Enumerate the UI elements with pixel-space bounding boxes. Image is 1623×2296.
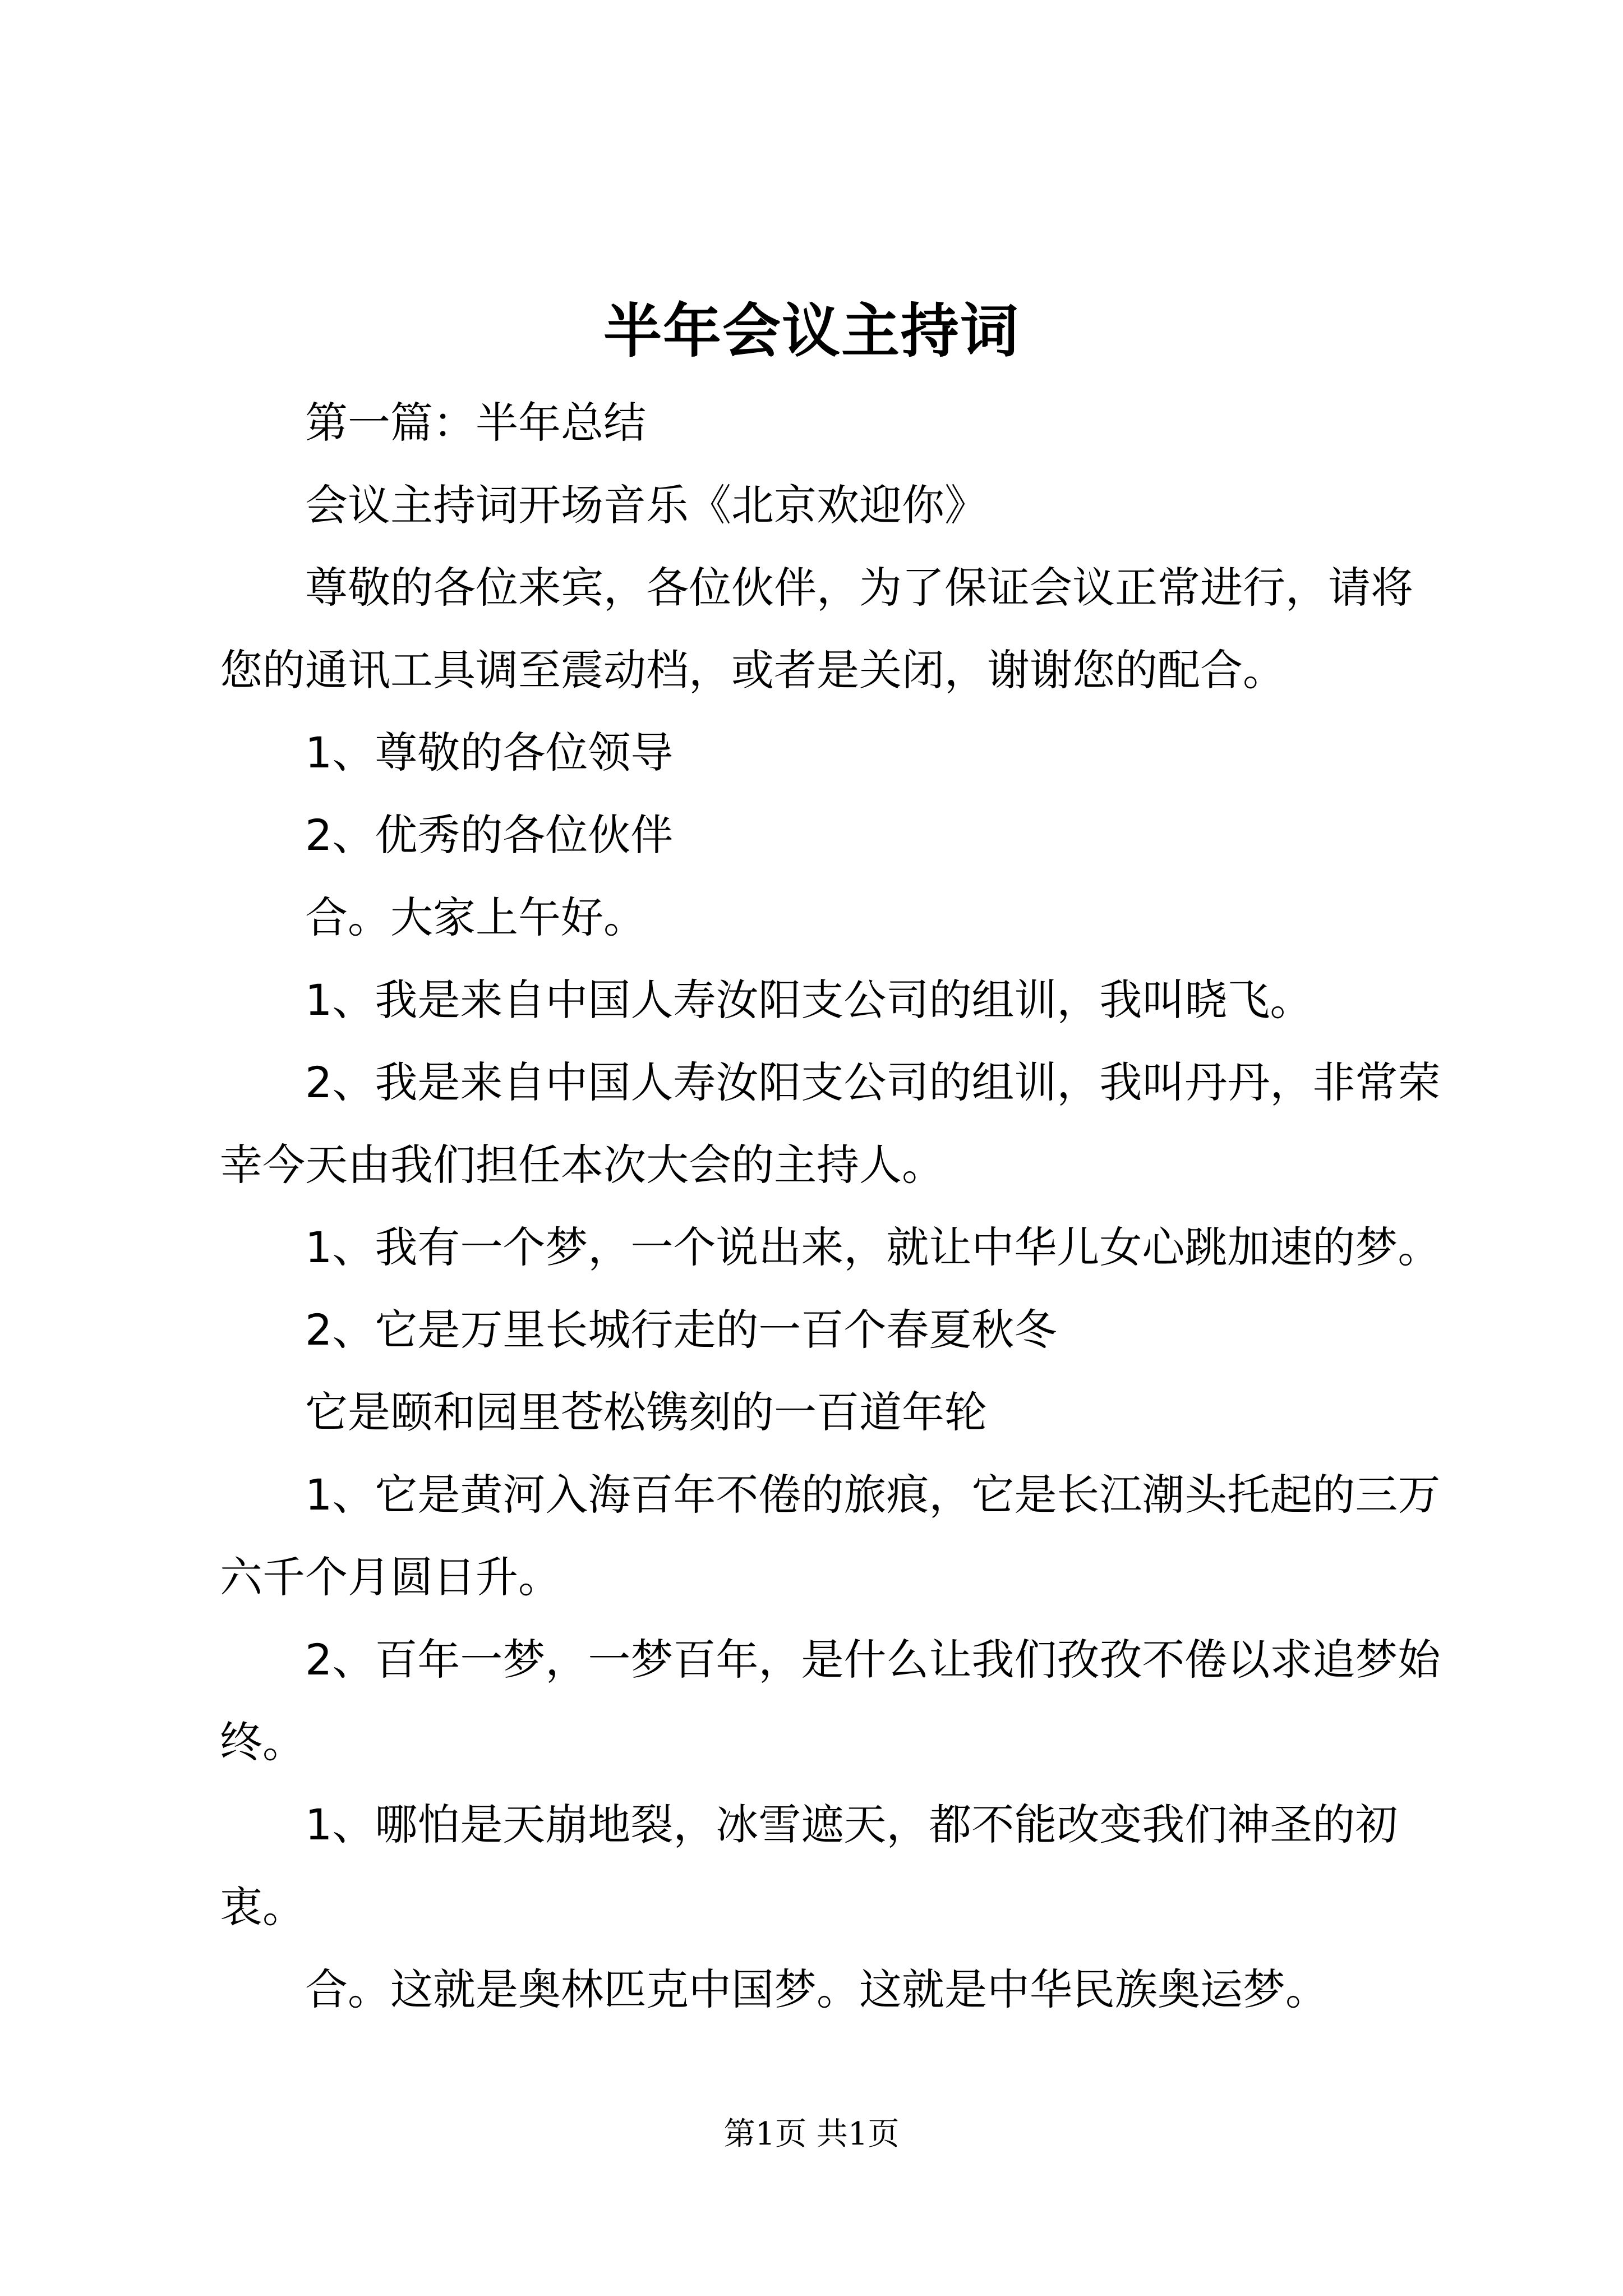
paragraph: 1、它是黄河入海百年不倦的旅痕，它是长江潮头托起的三万六千个月圆日升。 bbox=[220, 1470, 1441, 1602]
paragraph: 2、它是万里长城行走的一百个春夏秋冬 bbox=[305, 1305, 1057, 1355]
paragraph: 1、我有一个梦，一个说出来，就让中华儿女心跳加速的梦。 bbox=[305, 1222, 1441, 1272]
paragraph: 第一篇：半年总结 bbox=[305, 398, 646, 448]
document-body bbox=[220, 381, 1442, 2031]
paragraph: 2、百年一梦，一梦百年，是什么让我们孜孜不倦以求追梦始终。 bbox=[220, 1635, 1441, 1767]
paragraph: 它是颐和园里苍松镌刻的一百道年轮 bbox=[305, 1387, 987, 1437]
paragraph: 1、尊敬的各位领导 bbox=[305, 728, 674, 777]
document-title: 半年会议主持词 bbox=[603, 296, 1020, 365]
paragraph: 2、我是来自中国人寿汝阳支公司的组训，我叫丹丹，非常荣幸今天由我们担任本次大会的主持人。 bbox=[220, 1057, 1441, 1190]
paragraph: 2、优秀的各位伙伴 bbox=[305, 810, 674, 860]
page-footer: 第1页 共1页 bbox=[723, 2116, 900, 2152]
paragraph: 合。这就是奥林匹克中国梦。这就是中华民族奥运梦。 bbox=[305, 1964, 1328, 2014]
paragraph: 合。大家上午好。 bbox=[305, 892, 646, 942]
paragraph: 1、哪怕是天崩地裂，冰雪遮天，都不能改变我们神圣的初衷。 bbox=[220, 1800, 1398, 1932]
paragraph: 1、我是来自中国人寿汝阳支公司的组训，我叫晓飞。 bbox=[305, 975, 1313, 1025]
paragraph: 会议主持词开场音乐《北京欢迎你》 bbox=[305, 480, 987, 530]
paragraph: 尊敬的各位来宾，各位伙伴，为了保证会议正常进行，请将您的通讯工具调至震动档，或者是关闭，谢谢您的配合。 bbox=[220, 563, 1413, 695]
